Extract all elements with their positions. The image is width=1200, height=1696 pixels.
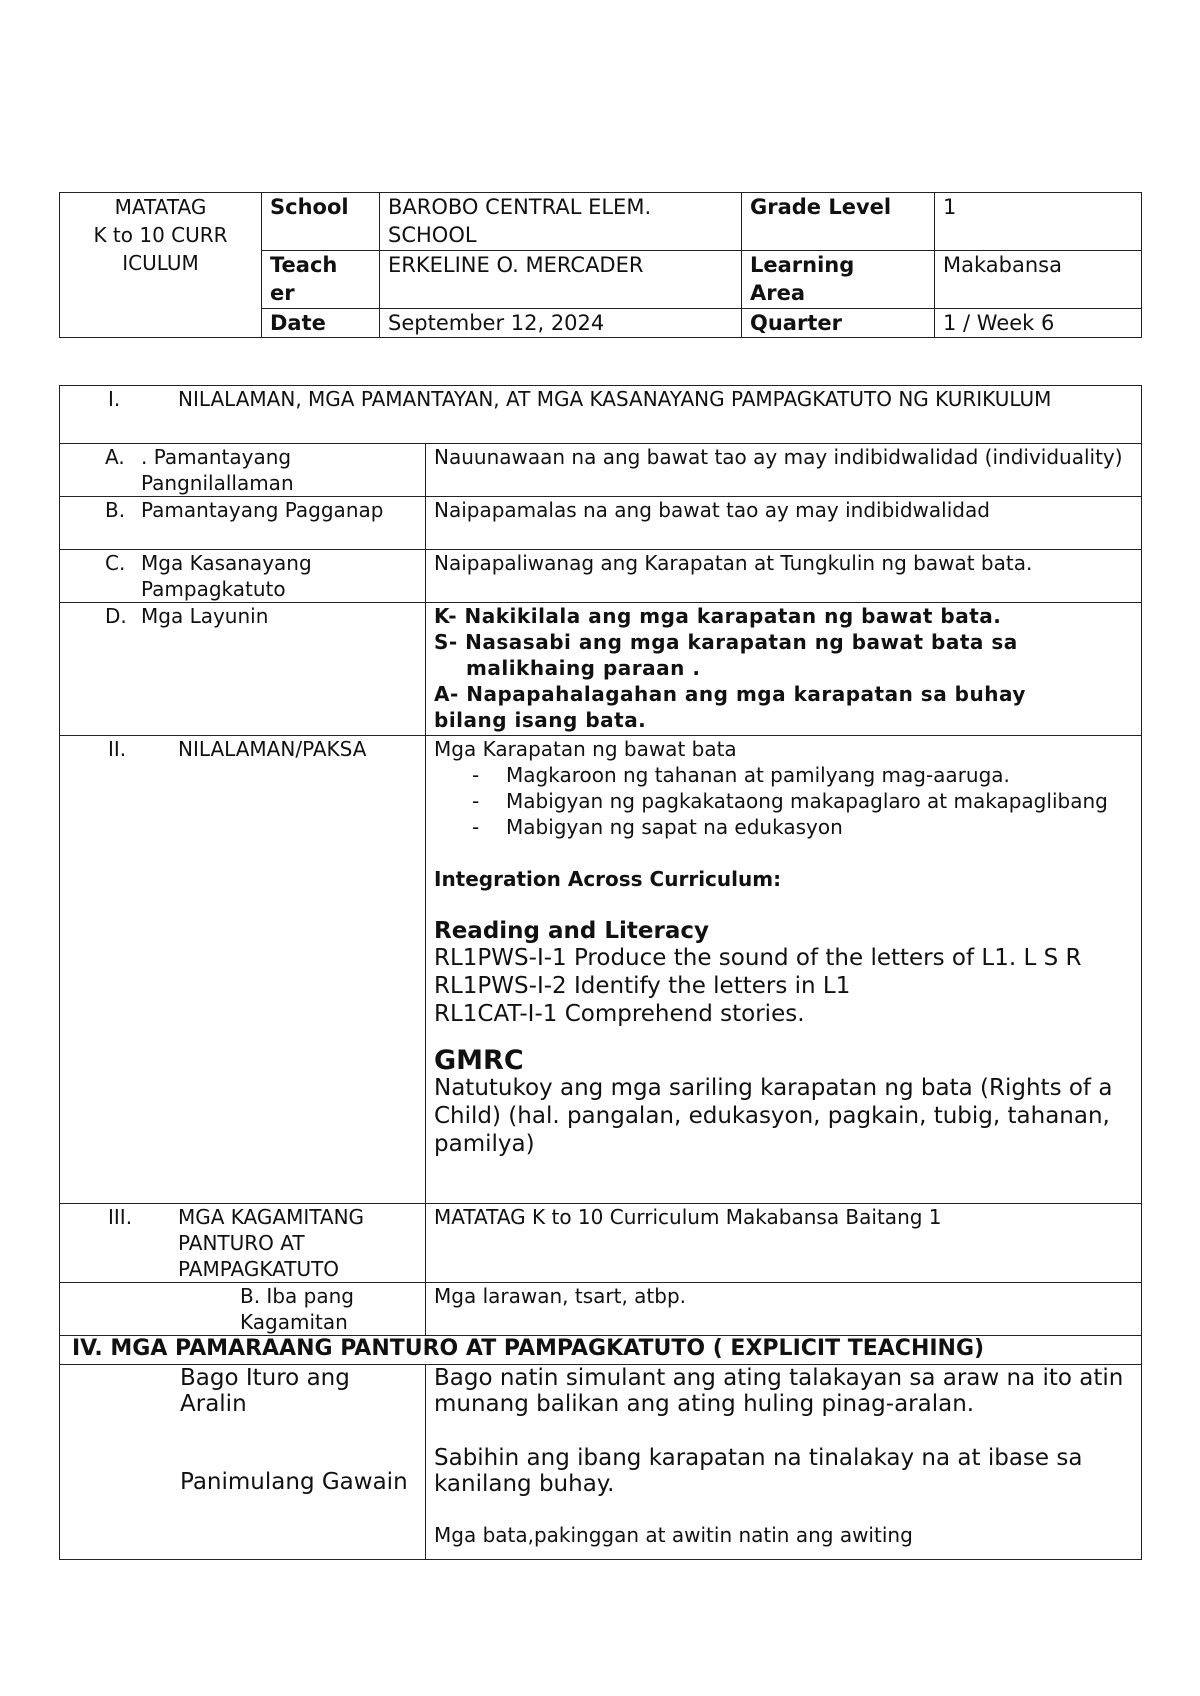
pamaraan-label-cell	[60, 1365, 426, 1560]
school-value	[380, 193, 742, 251]
gmrc-text: Natutukoy ang mga sariling karapatan ng bata (Rights of a Child) (hal. pangalan, edukasyon, pagkain, tubig, tahanan, pamilya)	[434, 1075, 1113, 1157]
section-3-label: MGA KAGAMITANG PANTURO AT PAMPAGKATUTO	[178, 1205, 365, 1281]
reading-item: RL1PWS-I-2 Identify the letters in L1	[434, 973, 851, 999]
kagamitan-label	[60, 1204, 426, 1283]
bago-ituro-text-2: Sabihin ang ibang karapatan na tinalakay na at ibase sa kanilang buhay.	[434, 1445, 1083, 1497]
reading-item: RL1PWS-I-1 Produce the sound of the letters of L1. L S R	[434, 945, 1082, 971]
list-item: - Mabigyan ng sapat na edukasyon	[472, 814, 1133, 840]
section-1-title	[60, 386, 1142, 444]
quarter-value: 1 / Week 6	[935, 309, 1142, 338]
learning-area-label-line: Learning	[750, 253, 855, 277]
row-label-text: . Pamantayang Pangnilallaman	[141, 445, 294, 495]
section-1-number: I.	[108, 387, 121, 411]
kasanayang-pampagkatuto-label	[60, 550, 426, 603]
reading-item: RL1CAT-I-1 Comprehend stories.	[434, 1001, 805, 1027]
panimulang-gawain-label: Panimulang Gawain	[180, 1469, 408, 1495]
bago-ituro-text: Bago natin simulant ang ating talakayan sa araw na ito atin munang balikan ang ating huling pinag-aralan.	[434, 1365, 1124, 1417]
bago-ituro-label: Bago Ituro ang Aralin	[180, 1365, 350, 1417]
topic-title: Mga Karapatan ng bawat bata	[434, 737, 737, 761]
mga-layunin-value	[426, 603, 1142, 736]
curriculum-cell	[60, 193, 262, 338]
integration-heading: Integration Across Curriculum:	[434, 867, 782, 891]
row-label-text: Pamantayang Pagganap	[141, 498, 384, 522]
row-letter: B.	[105, 498, 126, 522]
lesson-plan-table	[59, 385, 1142, 1560]
school-value-line: SCHOOL	[388, 223, 477, 247]
row-letter: A.	[105, 445, 125, 469]
section-1-title-text: NILALAMAN, MGA PAMANTAYAN, AT MGA KASANAYANG PAMPAGKATUTO NG KURIKULUM	[178, 387, 1052, 411]
section-2-label: NILALAMAN/PAKSA	[178, 737, 367, 761]
grade-level-label: Grade Level	[742, 193, 935, 251]
grade-level-value: 1	[935, 193, 1142, 251]
date-label: Date	[262, 309, 380, 338]
row-letter: D.	[105, 604, 127, 628]
iba-pang-kagamitan-label: B. Iba pang Kagamitan	[60, 1283, 426, 1336]
nilalaman-paksa-label	[60, 736, 426, 1204]
section-3-number: III.	[108, 1205, 133, 1229]
pamaraan-value-cell	[426, 1365, 1142, 1560]
school-value-line: BAROBO CENTRAL ELEM.	[388, 195, 652, 219]
curriculum-line: K to 10 CURR	[93, 223, 228, 247]
kasanayang-pampagkatuto-value: Naipapaliwanag ang Karapatan at Tungkulin ng bawat bata.	[426, 550, 1142, 603]
section-2-number: II.	[108, 737, 127, 761]
objective-a: A- Napapahalagahan ang mga karapatan sa buhay	[434, 682, 1026, 706]
teacher-value: ERKELINE O. MERCADER	[380, 251, 742, 309]
pamantayang-pagganap-label	[60, 497, 426, 550]
rights-list	[434, 762, 1133, 840]
list-item: - Magkaroon ng tahanan at pamilyang mag-aaruga.	[472, 762, 1133, 788]
objective-s-cont: malikhaing paraan .	[466, 656, 701, 680]
reading-literacy-heading: Reading and Literacy	[434, 918, 710, 944]
iba-pang-kagamitan-value: Mga larawan, tsart, atbp.	[426, 1283, 1142, 1336]
panimulang-gawain-text: Mga bata,pakinggan at awitin natin ang awiting	[434, 1523, 913, 1547]
gmrc-heading: GMRC	[434, 1045, 524, 1076]
kagamitan-value: MATATAG K to 10 Curriculum Makabansa Baitang 1	[426, 1204, 1142, 1283]
learning-area-label	[742, 251, 935, 309]
teacher-label-line: Teach	[270, 253, 338, 277]
learning-area-label-line: Area	[750, 281, 806, 305]
mga-layunin-label	[60, 603, 426, 736]
objective-a-cont: bilang isang bata.	[434, 708, 647, 732]
school-label: School	[262, 193, 380, 251]
objective-k: K- Nakikilala ang mga karapatan ng bawat bata.	[434, 604, 1002, 628]
learning-area-value: Makabansa	[935, 251, 1142, 309]
row-label-text: Mga Kasanayang Pampagkatuto	[141, 551, 312, 601]
pamantayang-pangnilalaman-label	[60, 444, 426, 497]
row-letter: C.	[105, 551, 126, 575]
pamantayang-pangnilalaman-value: Nauunawaan na ang bawat tao ay may indibidwalidad (individuality)	[426, 444, 1142, 497]
nilalaman-paksa-value	[426, 736, 1142, 1204]
teacher-label-line: er	[270, 281, 295, 305]
teacher-label	[262, 251, 380, 309]
list-item: - Mabigyan ng pagkakataong makapaglaro at makapaglibang	[472, 788, 1133, 814]
objective-s: S- Nasasabi ang mga karapatan ng bawat bata sa	[434, 630, 1018, 654]
header-table	[59, 192, 1142, 338]
date-value: September 12, 2024	[380, 309, 742, 338]
pamantayang-pagganap-value: Naipapamalas na ang bawat tao ay may indibidwalidad	[426, 497, 1142, 550]
quarter-label: Quarter	[742, 309, 935, 338]
curriculum-line: ICULUM	[122, 251, 199, 275]
curriculum-line: MATATAG	[114, 195, 207, 219]
row-label-text: Mga Layunin	[141, 604, 269, 628]
section-4-title: IV. MGA PAMARAANG PANTURO AT PAMPAGKATUTO ( EXPLICIT TEACHING)	[60, 1336, 1142, 1365]
